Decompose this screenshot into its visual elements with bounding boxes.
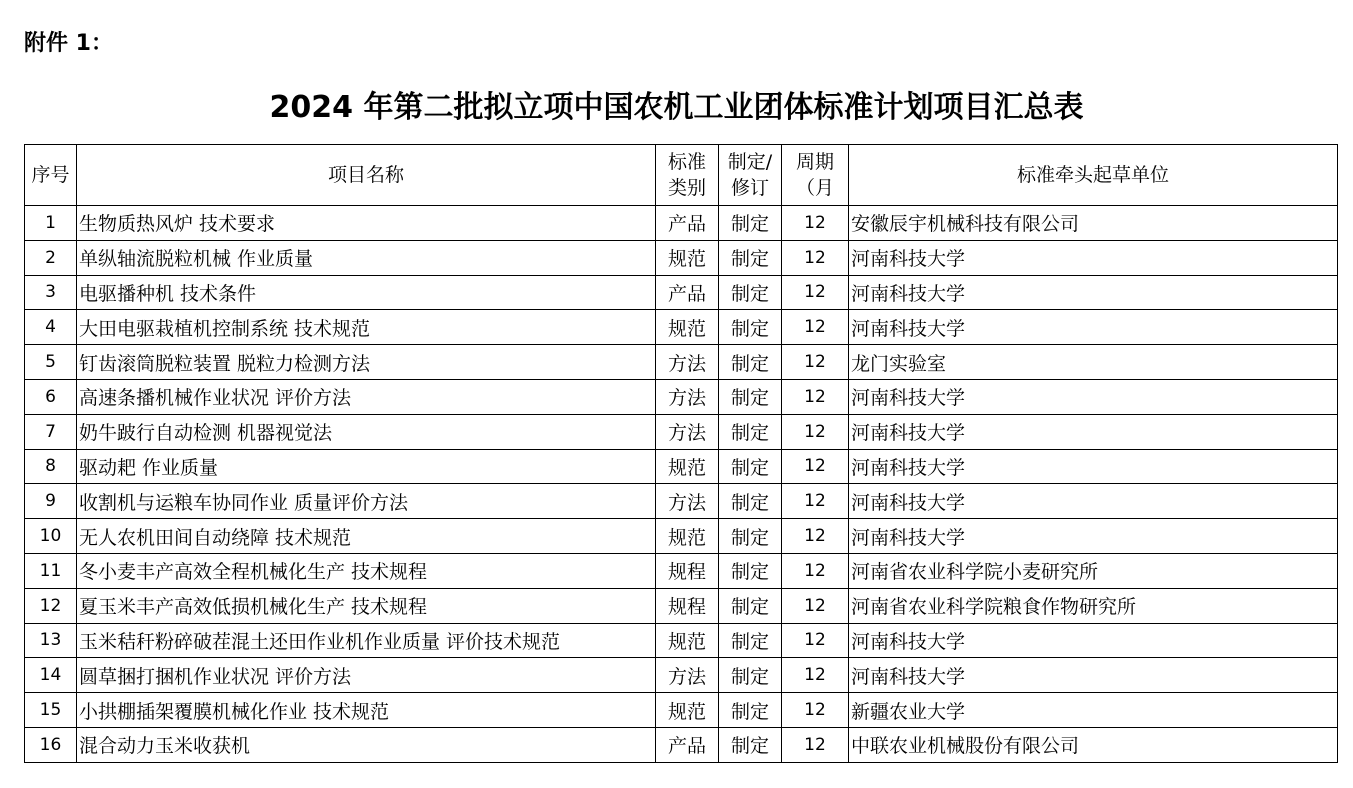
cell-category: 产品 — [656, 275, 719, 310]
header-type-line1: 制定/ — [727, 151, 773, 173]
cell-project-name: 圆草捆打捆机作业状况 评价方法 — [77, 658, 656, 693]
cell-category: 方法 — [656, 379, 719, 414]
cell-organization: 河南科技大学 — [849, 310, 1338, 345]
cell-project-name: 冬小麦丰产高效全程机械化生产 技术规程 — [77, 553, 656, 588]
cell-category: 产品 — [656, 727, 719, 762]
cell-no: 6 — [25, 379, 77, 414]
cell-project-name: 高速条播机械作业状况 评价方法 — [77, 379, 656, 414]
cell-project-name: 玉米秸秆粉碎破茬混土还田作业机作业质量 评价技术规范 — [77, 623, 656, 658]
table-row — [25, 206, 1338, 241]
cell-period: 12 — [782, 623, 849, 658]
cell-organization: 龙门实验室 — [849, 345, 1338, 380]
cell-category: 方法 — [656, 414, 719, 449]
header-category — [656, 145, 719, 206]
cell-no: 5 — [25, 345, 77, 380]
cell-project-name: 小拱棚插架覆膜机械化作业 技术规范 — [77, 693, 656, 728]
cell-category: 方法 — [656, 658, 719, 693]
table-row — [25, 275, 1338, 310]
cell-type: 制定 — [719, 484, 782, 519]
cell-type: 制定 — [719, 449, 782, 484]
cell-no: 10 — [25, 519, 77, 554]
cell-organization: 河南科技大学 — [849, 623, 1338, 658]
cell-category: 规范 — [656, 240, 719, 275]
table-row — [25, 240, 1338, 275]
cell-organization: 河南科技大学 — [849, 519, 1338, 554]
header-name: 项目名称 — [77, 145, 656, 206]
cell-category: 方法 — [656, 345, 719, 380]
table-row — [25, 588, 1338, 623]
cell-category: 规范 — [656, 693, 719, 728]
cell-category: 产品 — [656, 206, 719, 241]
cell-no: 2 — [25, 240, 77, 275]
header-type — [719, 145, 782, 206]
cell-project-name: 单纵轴流脱粒机械 作业质量 — [77, 240, 656, 275]
cell-category: 规程 — [656, 588, 719, 623]
cell-organization: 河南科技大学 — [849, 379, 1338, 414]
header-period-line2: （月 — [795, 177, 834, 199]
cell-no: 4 — [25, 310, 77, 345]
cell-type: 制定 — [719, 310, 782, 345]
cell-period: 12 — [782, 310, 849, 345]
cell-period: 12 — [782, 727, 849, 762]
cell-project-name: 无人农机田间自动绕障 技术规范 — [77, 519, 656, 554]
header-type-line2: 修订 — [730, 177, 769, 199]
header-category-line1: 标准 — [667, 151, 706, 173]
cell-no: 16 — [25, 727, 77, 762]
cell-period: 12 — [782, 519, 849, 554]
cell-period: 12 — [782, 206, 849, 241]
cell-project-name: 钉齿滚筒脱粒装置 脱粒力检测方法 — [77, 345, 656, 380]
table-row — [25, 727, 1338, 762]
standards-table — [24, 144, 1338, 763]
cell-organization: 河南省农业科学院小麦研究所 — [849, 553, 1338, 588]
cell-period: 12 — [782, 693, 849, 728]
cell-no: 1 — [25, 206, 77, 241]
table-row — [25, 449, 1338, 484]
attachment-label: 附件 1： — [24, 31, 113, 56]
cell-organization: 河南科技大学 — [849, 449, 1338, 484]
table-row — [25, 414, 1338, 449]
cell-no: 8 — [25, 449, 77, 484]
cell-organization: 河南科技大学 — [849, 275, 1338, 310]
cell-organization: 河南科技大学 — [849, 484, 1338, 519]
cell-project-name: 生物质热风炉 技术要求 — [77, 206, 656, 241]
cell-type: 制定 — [719, 693, 782, 728]
cell-type: 制定 — [719, 658, 782, 693]
cell-type: 制定 — [719, 379, 782, 414]
cell-category: 方法 — [656, 484, 719, 519]
table-row — [25, 519, 1338, 554]
cell-type: 制定 — [719, 588, 782, 623]
cell-organization: 河南科技大学 — [849, 414, 1338, 449]
cell-no: 3 — [25, 275, 77, 310]
cell-category: 规范 — [656, 519, 719, 554]
cell-category: 规程 — [656, 553, 719, 588]
cell-project-name: 驱动耙 作业质量 — [77, 449, 656, 484]
cell-no: 14 — [25, 658, 77, 693]
cell-period: 12 — [782, 345, 849, 380]
table-row — [25, 623, 1338, 658]
header-org: 标准牵头起草单位 — [849, 145, 1338, 206]
cell-period: 12 — [782, 553, 849, 588]
cell-no: 11 — [25, 553, 77, 588]
cell-period: 12 — [782, 484, 849, 519]
cell-type: 制定 — [719, 206, 782, 241]
header-period-line1: 周期 — [795, 151, 834, 173]
cell-period: 12 — [782, 379, 849, 414]
cell-organization: 河南省农业科学院粮食作物研究所 — [849, 588, 1338, 623]
cell-no: 15 — [25, 693, 77, 728]
cell-project-name: 电驱播种机 技术条件 — [77, 275, 656, 310]
cell-type: 制定 — [719, 240, 782, 275]
cell-project-name: 混合动力玉米收获机 — [77, 727, 656, 762]
cell-period: 12 — [782, 588, 849, 623]
cell-organization: 安徽辰宇机械科技有限公司 — [849, 206, 1338, 241]
cell-organization: 新疆农业大学 — [849, 693, 1338, 728]
cell-no: 7 — [25, 414, 77, 449]
table-header-row — [25, 145, 1338, 206]
table-row — [25, 484, 1338, 519]
cell-no: 12 — [25, 588, 77, 623]
cell-project-name: 大田电驱栽植机控制系统 技术规范 — [77, 310, 656, 345]
cell-period: 12 — [782, 240, 849, 275]
table-row — [25, 553, 1338, 588]
cell-category: 规范 — [656, 310, 719, 345]
cell-organization: 中联农业机械股份有限公司 — [849, 727, 1338, 762]
cell-project-name: 奶牛跛行自动检测 机器视觉法 — [77, 414, 656, 449]
cell-period: 12 — [782, 658, 849, 693]
cell-type: 制定 — [719, 345, 782, 380]
header-no: 序号 — [25, 145, 77, 206]
cell-type: 制定 — [719, 727, 782, 762]
cell-period: 12 — [782, 414, 849, 449]
document-title: 2024 年第二批拟立项中国农机工业团体标准计划项目汇总表 — [269, 90, 1084, 125]
table-row — [25, 379, 1338, 414]
cell-period: 12 — [782, 449, 849, 484]
cell-category: 规范 — [656, 623, 719, 658]
table-row — [25, 658, 1338, 693]
header-category-line2: 类别 — [667, 177, 706, 199]
cell-type: 制定 — [719, 519, 782, 554]
cell-type: 制定 — [719, 623, 782, 658]
cell-no: 9 — [25, 484, 77, 519]
cell-category: 规范 — [656, 449, 719, 484]
cell-organization: 河南科技大学 — [849, 240, 1338, 275]
cell-period: 12 — [782, 275, 849, 310]
cell-type: 制定 — [719, 553, 782, 588]
cell-type: 制定 — [719, 275, 782, 310]
cell-type: 制定 — [719, 414, 782, 449]
cell-project-name: 收割机与运粮车协同作业 质量评价方法 — [77, 484, 656, 519]
table-row — [25, 693, 1338, 728]
cell-organization: 河南科技大学 — [849, 658, 1338, 693]
header-period — [782, 145, 849, 206]
table-row — [25, 345, 1338, 380]
cell-project-name: 夏玉米丰产高效低损机械化生产 技术规程 — [77, 588, 656, 623]
table-row — [25, 310, 1338, 345]
cell-no: 13 — [25, 623, 77, 658]
